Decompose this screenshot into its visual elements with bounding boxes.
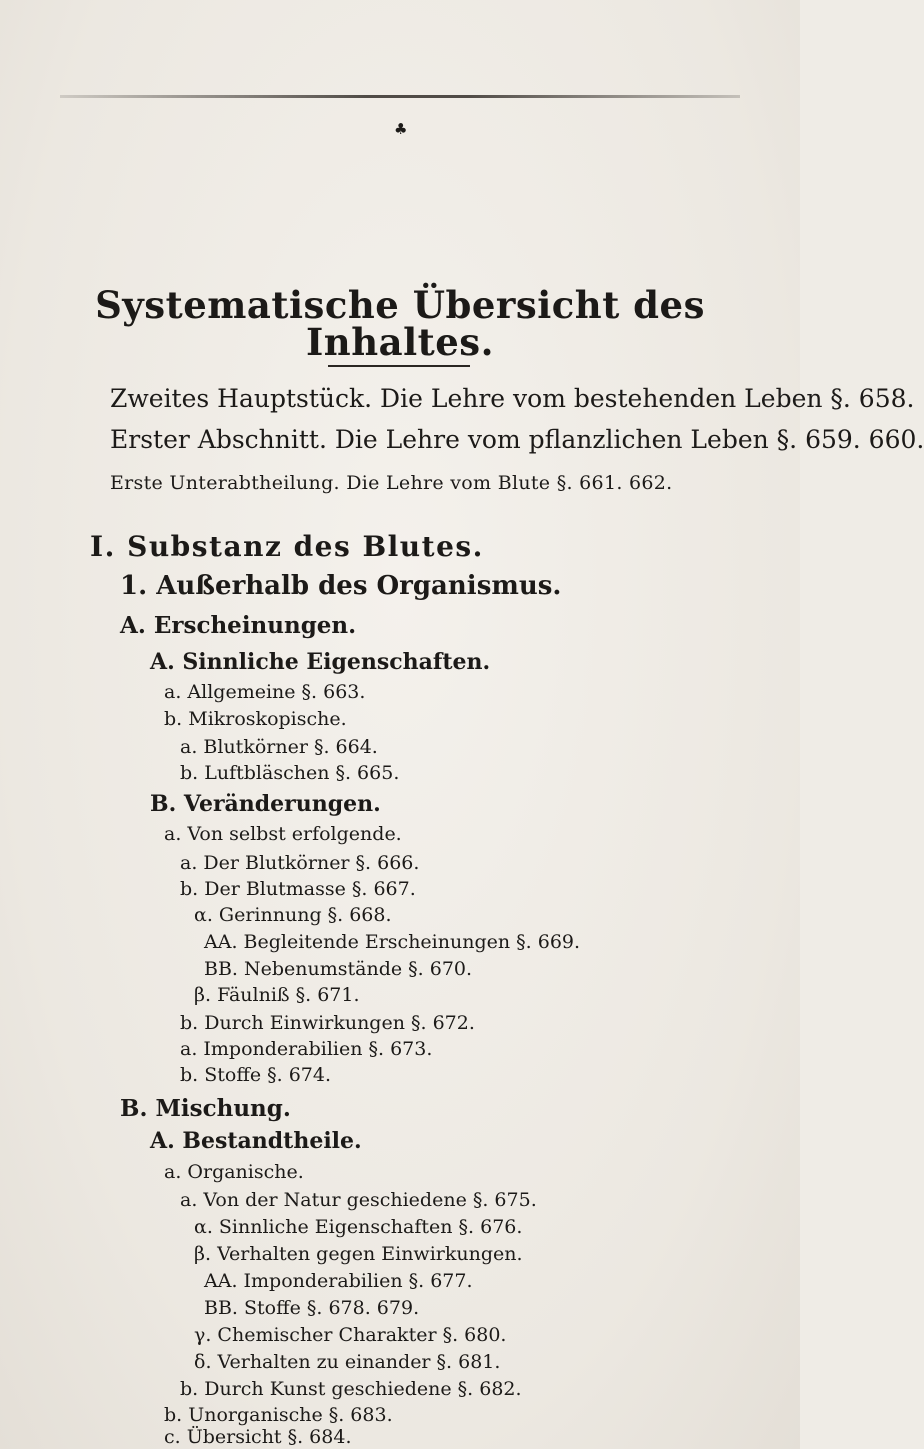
outline-item: AA. Imponderabilien §. 677. [204,1270,473,1292]
outline-item: b. Mikroskopische. [164,708,347,730]
header-line-2: Erster Abschnitt. Die Lehre vom pflanzlichen Leben §. 659. 660. [110,425,924,454]
header-line-3: Erste Unterabtheilung. Die Lehre vom Blute §. 661. 662. [110,472,673,494]
outline-item: BB. Nebenumstände §. 670. [204,958,473,980]
section-A: A. Erscheinungen. [120,612,357,639]
outline-item: AA. Begleitende Erscheinungen §. 669. [204,931,581,953]
outline-item: b. Unorganische §. 683. [164,1404,393,1426]
outline-item: a. Organische. [164,1161,304,1183]
outline-item: a. Von der Natur geschiedene §. 675. [180,1189,537,1211]
outline-item: A. Sinnliche Eigenschaften. [150,649,491,675]
header-line-1: Zweites Hauptstück. Die Lehre vom bestehenden Leben §. 658. [110,384,915,413]
outline-item: b. Stoffe §. 674. [180,1064,331,1086]
section-I: I. Substanz des Blutes. [90,530,484,563]
outline-item: a. Von selbst erfolgende. [164,823,402,845]
ornament-icon: ♣ [394,120,408,138]
outline-item: B. Veränderungen. [150,791,381,817]
section-1: 1. Außerhalb des Organismus. [120,571,562,601]
outline-item: γ. Chemischer Charakter §. 680. [194,1324,507,1346]
outline-item: b. Luftbläschen §. 665. [180,762,400,784]
outline-item: a. Allgemeine §. 663. [164,681,366,703]
page-title: Systematische Übersicht des Inhaltes. [95,283,705,364]
outline-item: a. Blutkörner §. 664. [180,736,378,758]
outline-item: c. Übersicht §. 684. [164,1426,352,1448]
outline-item: a. Imponderabilien §. 673. [180,1038,433,1060]
outline-item: α. Gerinnung §. 668. [194,904,392,926]
top-rule [60,95,740,98]
outline-item: BB. Stoffe §. 678. 679. [204,1297,420,1319]
outline-item: A. Bestandtheile. [150,1128,362,1154]
outline-item: δ. Verhalten zu einander §. 681. [194,1351,501,1373]
outline-item: b. Der Blutmasse §. 667. [180,878,416,900]
outline-item: β. Verhalten gegen Einwirkungen. [194,1243,523,1265]
outline-item: a. Der Blutkörner §. 666. [180,852,420,874]
section-B: B. Mischung. [120,1095,291,1122]
outline-item: β. Fäulniß §. 671. [194,984,360,1006]
outline-item: b. Durch Kunst geschiedene §. 682. [180,1378,522,1400]
title-divider [328,365,470,367]
outline-item: α. Sinnliche Eigenschaften §. 676. [194,1216,523,1238]
outline-item: b. Durch Einwirkungen §. 672. [180,1012,475,1034]
